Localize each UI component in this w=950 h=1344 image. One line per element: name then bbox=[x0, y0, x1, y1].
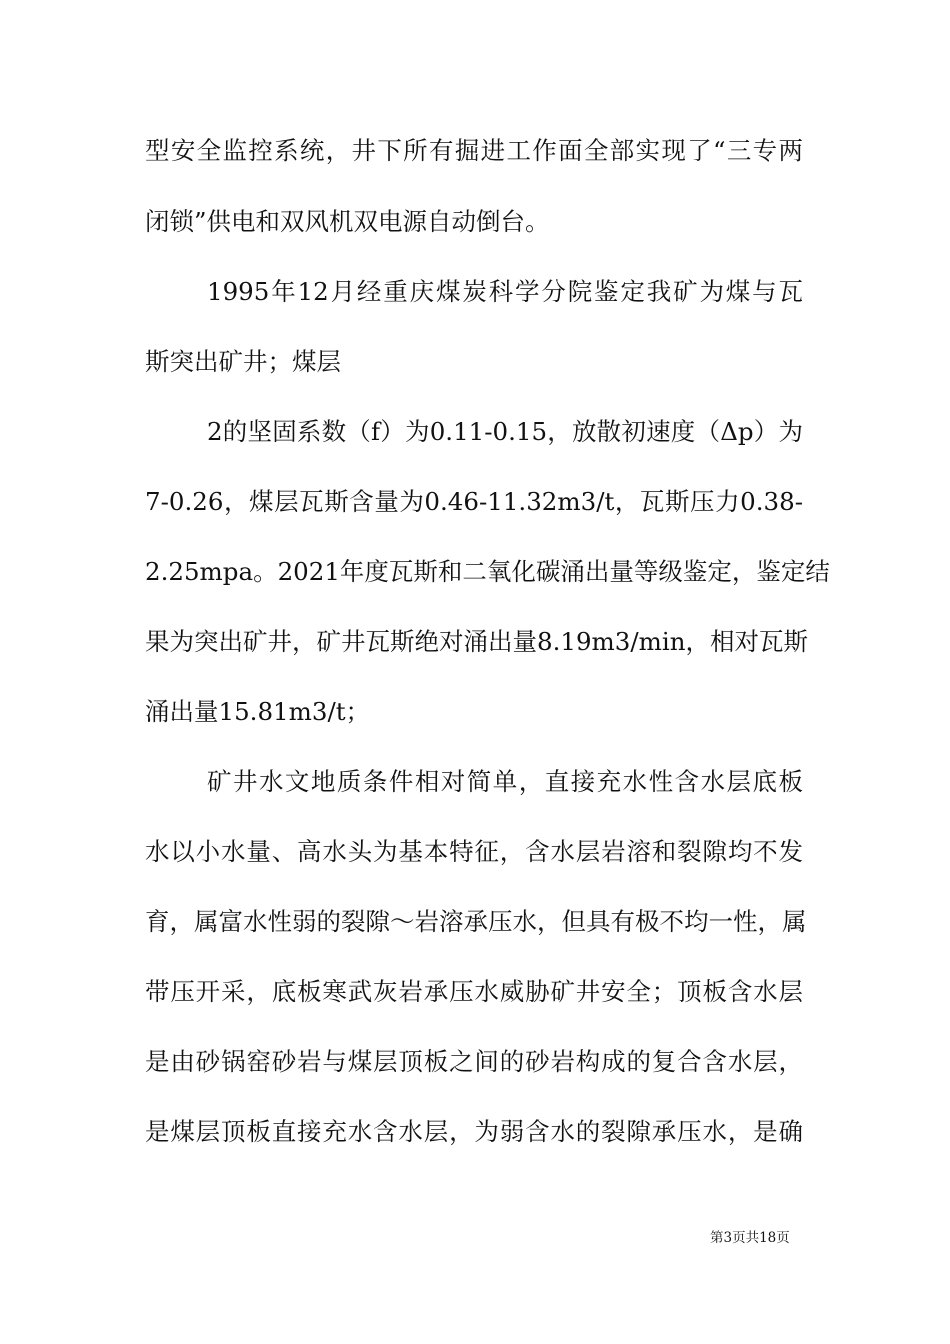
text-line: 是煤层顶板直接充水含水层，为弱含水的裂隙承压水，是确 bbox=[145, 1117, 803, 1146]
text-line: 斯突出矿井；煤层 bbox=[145, 347, 341, 376]
text-line: 涌出量15.81m3/t； bbox=[145, 697, 371, 726]
text-line: 带压开采，底板寒武灰岩承压水威胁矿井安全；顶板含水层 bbox=[145, 977, 803, 1006]
text-line: 7-0.26，煤层瓦斯含量为0.46-11.32m3/t，瓦斯压力0.38- bbox=[145, 487, 803, 516]
text-line: 闭锁”供电和双风机双电源自动倒台。 bbox=[145, 207, 550, 236]
page-number-footer: 第3页共18页 bbox=[710, 1230, 790, 1246]
text-line: 1995年12月经重庆煤炭科学分院鉴定我矿为煤与瓦 bbox=[207, 277, 803, 306]
text-line: 是由砂锅窑砂岩与煤层顶板之间的砂岩构成的复合含水层， bbox=[145, 1047, 803, 1076]
text-line: 果为突出矿井，矿井瓦斯绝对涌出量8.19m3/min，相对瓦斯 bbox=[145, 627, 808, 656]
text-line: 育，属富水性弱的裂隙～岩溶承压水，但具有极不均一性，属 bbox=[145, 907, 807, 936]
text-line: 2的坚固系数（f）为0.11-0.15，放散初速度（Δp）为 bbox=[207, 417, 803, 446]
text-line: 水以小水量、高水头为基本特征，含水层岩溶和裂隙均不发 bbox=[145, 837, 803, 866]
text-line: 2.25mpa。2021年度瓦斯和二氧化碳涌出量等级鉴定，鉴定结 bbox=[145, 557, 830, 586]
text-line: 矿井水文地质条件相对简单，直接充水性含水层底板 bbox=[207, 767, 803, 796]
text-line: 型安全监控系统，井下所有掘进工作面全部实现了“三专两 bbox=[145, 136, 803, 165]
